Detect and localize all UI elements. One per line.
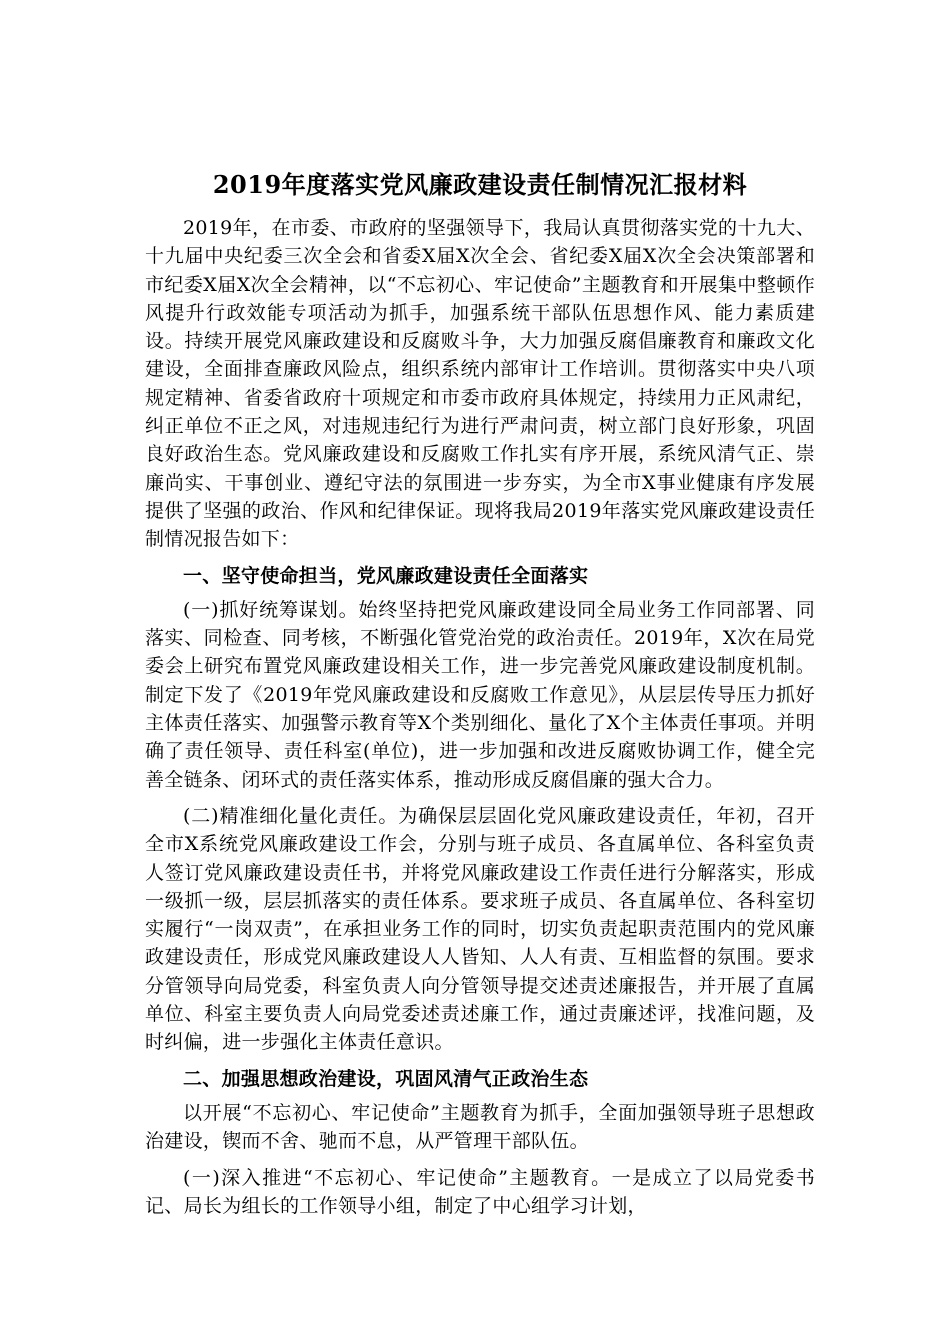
intro-paragraph: 2019年，在市委、市政府的坚强领导下，我局认真贯彻落实党的十九大、十九届中央纪委三次全会和省委X届X次全会、省纪委X届X次全会决策部署和市纪委X届X次全会精神，以“不忘初心、牢记使命”主题教育和开展集中整顿作风提升行政效能专项活动为抓手，加强系统干部队伍思想作风、能力素质建设。持续开展党风廉政建设和反腐败斗争，大力加强反腐倡廉教育和廉政文化建设，全面排查廉政风险点，组织系统内部审计工作培训。贯彻落实中央八项规定精神、省委省政府十项规定和市委市政府具体规定，持续用力正风肃纪，纠正单位不正之风，对违规违纪行为进行严肃问责，树立部门良好形象，巩固良好政治生态。党风廉政建设和反腐败工作扎实有序开展，系统风清气正、崇廉尚实、干事创业、遵纪守法的氛围进一步夯实，为全市X事业健康有序发展提供了坚强的政治、作风和纪律保证。现将我局2019年落实党风廉政建设责任制情况报告如下： (145, 217, 815, 551)
section-1-paragraph-2: (二)精准细化量化责任。为确保层层固化党风廉政建设责任，年初，召开全市X系统党风廉政建设工作会，分别与班子成员、各直属单位、各科室负责人签订党风廉政建设责任书，并将党风廉政建设工作责任进行分解落实，形成一级抓一级，层层抓落实的责任体系。要求班子成员、各直属单位、各科室切实履行“一岗双责”，在承担业务工作的同时，切实负责起职责范围内的党风廉政建设责任，形成党风廉政建设人人皆知、人人有责、互相监督的氛围。要求分管领导向局党委，科室负责人向分管领导提交述责述廉报告，并开展了直属单位、科室主要负责人向局党委述责述廉工作，通过责廉述评，找准问题，及时纠偏，进一步强化主体责任意识。 (145, 804, 815, 1054)
document-page (145, 168, 815, 1220)
section-2-heading: 二、加强思想政治建设，巩固风清气正政治生态 (183, 1067, 589, 1090)
section-1-paragraph-1: (一)抓好统筹谋划。始终坚持把党风廉政建设同全局业务工作同部署、同落实、同检查、同考核，不断强化管党治党的政治责任。2019年，X次在局党委会上研究布置党风廉政建设相关工作，进一步完善党风廉政建设制度机制。制定下发了《2019年党风廉政建设和反腐败工作意见》，从层层传导压力抓好主体责任落实、加强警示教育等X个类别细化、量化了X个主体责任事项。并明确了责任领导、责任科室(单位)，进一步加强和改进反腐败协调工作，健全完善全链条、闭环式的责任落实体系，推动形成反腐倡廉的强大合力。 (145, 598, 815, 791)
section-2-paragraph-1: 以开展“不忘初心、牢记使命”主题教育为抓手，全面加强领导班子思想政治建设，锲而不舍、驰而不息，从严管理干部队伍。 (145, 1101, 815, 1153)
section-1-heading: 一、坚守使命担当，党风廉政建设责任全面落实 (183, 564, 589, 587)
section-2-paragraph-2: (一)深入推进“不忘初心、牢记使命”主题教育。一是成立了以局党委书记、局长为组长的工作领导小组，制定了中心组学习计划， (145, 1166, 815, 1217)
document-title: 2019年度落实党风廉政建设责任制情况汇报材料 (212, 170, 748, 199)
